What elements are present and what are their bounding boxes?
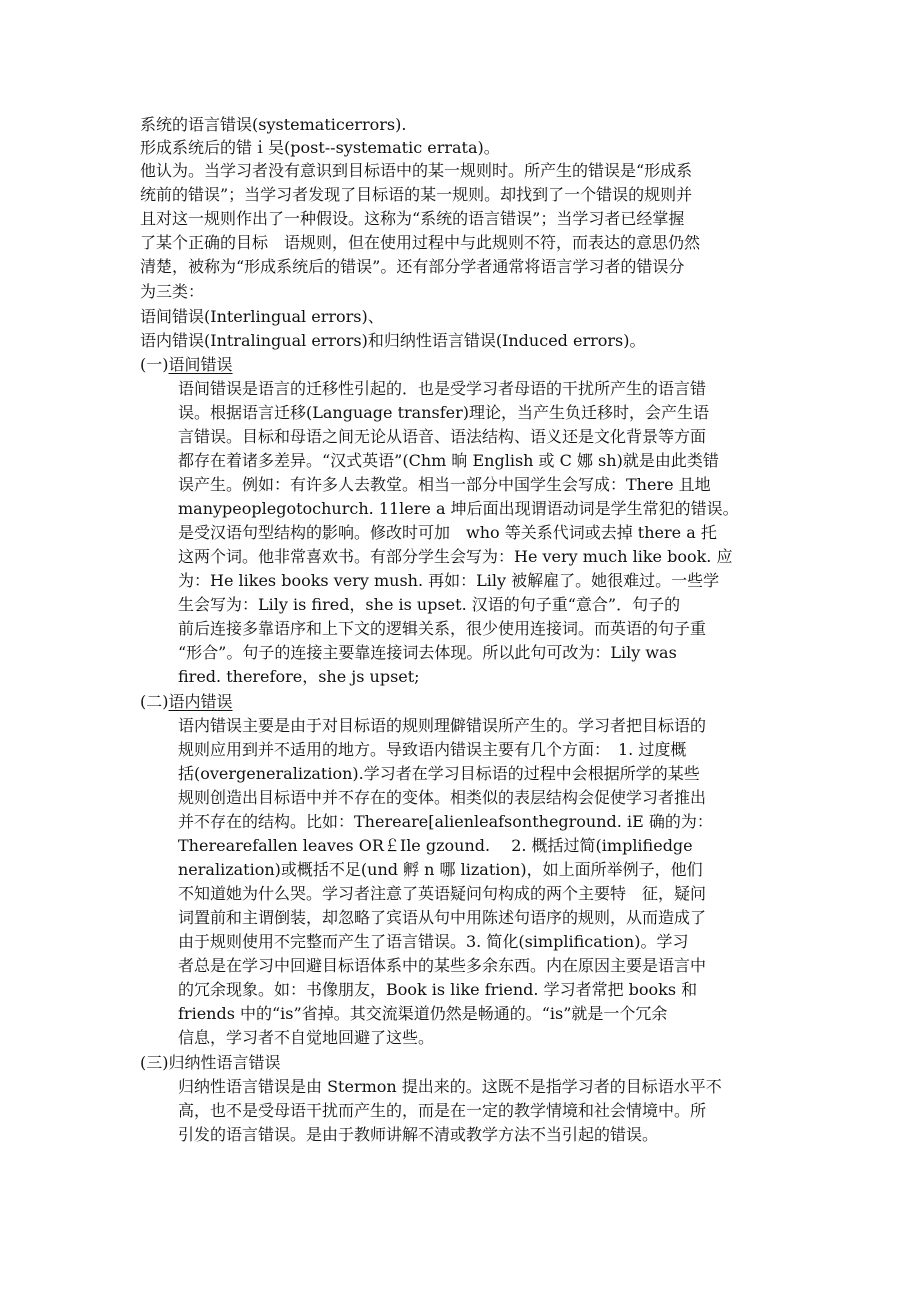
- body-line: “形合”。句子的连接主要靠连接词去体现。所以此句可改为：Lily was: [178, 643, 677, 662]
- body-line: friends 中的“is”省掉。其交流渠道仍然是畅通的。“is”就是一个冗余: [178, 1004, 668, 1023]
- body-line: Therearefallen leaves OR￡Ile gzound. 2. 概括过简(implifiedge: [178, 836, 693, 855]
- body-line: 生会写为：Lily is fired，she is upset. 汉语的句子重“意合”．句子的: [178, 595, 681, 614]
- section-heading: [140, 353, 780, 376]
- intro-line: 语间错误(Interlingual errors)、: [140, 307, 384, 326]
- intro-line: 清楚，被称为“形成系统后的错误”。还有部分学者通常将语言学习者的错误分: [140, 257, 685, 276]
- section-heading: [140, 1051, 780, 1074]
- body-line: fired. therefore，she js upset;: [178, 667, 420, 686]
- body-line: 词置前和主谓倒装，却忽略了宾语从句中用陈述句语序的规则，从而造成了: [178, 908, 707, 927]
- intro-line: 为三类：: [140, 282, 205, 301]
- body-line: 言错误。目标和母语之间无论从语音、语法结构、语义还是文化背景等方面: [178, 427, 707, 446]
- section-title: 语内错误: [168, 692, 233, 711]
- body-line: 规则应用到并不适用的地方。导致语内错误主要有几个方面： 1. 过度概: [178, 740, 687, 759]
- body-line: 的冗余现象。如：书像朋友，Book is like friend. 学习者常把 books 和: [178, 980, 698, 999]
- body-line: 是受汉语句型结构的影响。修改时可加 who 等关系代词或去掉 there a 托: [178, 523, 717, 542]
- body-line: 前后连接多靠语序和上下文的逻辑关系，很少使用连接词。而英语的句子重: [178, 619, 707, 638]
- intro-line: 统前的错误”；当学习者发现了目标语的某一规则。却找到了一个错误的规则并: [140, 185, 693, 204]
- body-line: 规则创造出目标语中并不存在的变体。相类似的表层结构会促使学习者推出: [178, 788, 707, 807]
- body-line: 信息，学习者不自觉地回避了这些。: [178, 1028, 435, 1047]
- intro-line: 语内错误(Intralingual errors)和归纳性语言错误(Induced errors)。: [140, 331, 646, 350]
- section-prefix: (一): [140, 355, 169, 374]
- body-line: 语内错误主要是由于对目标语的规则理僻错误所产生的。学习者把目标语的: [178, 716, 707, 735]
- body-line: neralization)或概括不足(und 孵 n 哪 lization)，如上面所举例子，他们: [178, 860, 703, 879]
- intro-line: 形成系统后的错ｉ吴(post--systematic errata)。: [140, 138, 500, 157]
- body-line: 者总是在学习中回避目标语体系中的某些多余东西。内在原因主要是语言中: [178, 956, 707, 975]
- body-line: 都存在着诸多差异。“汉式英语”(Chm 晌 English 或 C 娜 sh)就是由此类错: [178, 451, 719, 470]
- body-line: 为：He likes books very mush. 再如：Lily 被解雇了。她很难过。一些学: [178, 571, 720, 590]
- body-line: 语间错误是语言的迁移性引起的．也是受学习者母语的干扰所产生的语言错: [178, 379, 707, 398]
- body-line: 引发的语言错误。是由于教师讲解不清或教学方法不当引起的错误。: [178, 1125, 659, 1144]
- section-prefix: (二): [140, 692, 169, 711]
- intro-line: 且对这一规则作出了一种假设。这称为“系统的语言错误”；当学习者已经掌握: [140, 209, 685, 228]
- body-line: 括(overgeneralization).学习者在学习目标语的过程中会根据所学的某些: [178, 764, 700, 783]
- intro-line: 了某个正确的目标 语规则，但在使用过程中与此规则不符，而表达的意思仍然: [140, 233, 701, 252]
- intro-line: 系统的语言错误(systematicerrors).: [140, 115, 407, 134]
- body-line: 归纳性语言错误是由 Stermon 提出来的。这既不是指学习者的目标语水平不: [178, 1077, 722, 1096]
- body-line: 高，也不是受母语干扰而产生的，而是在一定的教学情境和社会情境中。所: [178, 1101, 707, 1120]
- section-prefix: (三): [140, 1053, 169, 1072]
- body-line: 误产生。例如：有许多人去教堂。相当一部分中国学生会写成：There 且地: [178, 475, 711, 494]
- body-line: 由于规则使用不完整而产生了语言错误。3. 简化(simplification)。学习: [178, 932, 689, 951]
- intro-line: 他认为。当学习者没有意识到目标语中的某一规则时。所产生的错误是“形成系: [140, 161, 693, 180]
- body-line: 不知道她为什么哭。学习者注意了英语疑问句构成的两个主要特 征，疑问: [178, 884, 707, 903]
- body-line: 误。根据语言迁移(Language transfer)理论，当产生负迁移时，会产生语: [178, 403, 710, 422]
- body-line: 这两个词。他非常喜欢书。有部分学生会写为：He very much like book. 应: [178, 547, 733, 566]
- body-line: 并不存在的结构。比如：Thereare[alienleafsontheground. iE 确的为：: [178, 812, 713, 831]
- body-line: manypeoplegotochurch. 11lere a 坤后面出现谓语动词是学生常犯的错误。: [178, 499, 739, 518]
- section-heading: [140, 690, 780, 713]
- section-title: 语间错误: [168, 355, 233, 374]
- section-title: 归纳性语言错误: [168, 1053, 281, 1072]
